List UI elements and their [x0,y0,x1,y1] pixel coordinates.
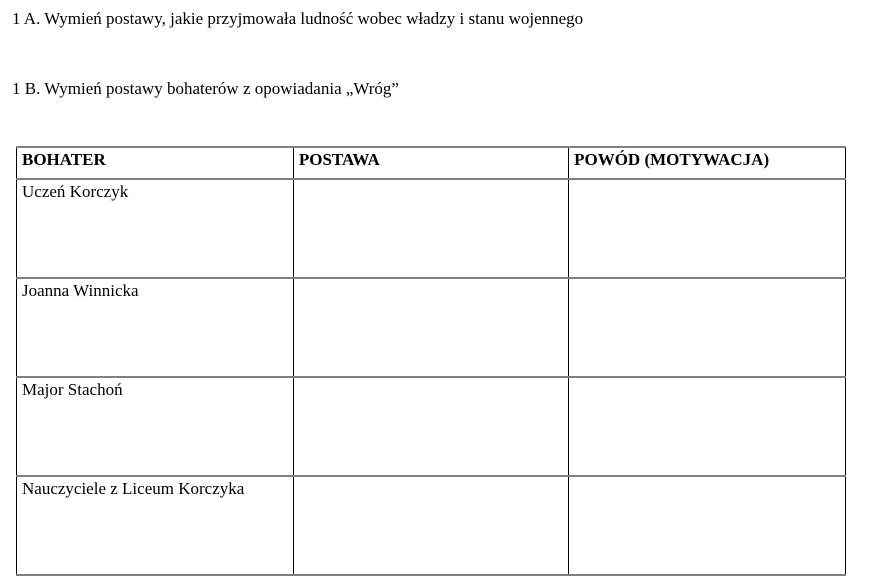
character-cell: Nauczyciele z Liceum Korczyka [17,476,294,575]
character-cell: Joanna Winnicka [17,278,294,377]
attitude-cell-empty [293,377,568,476]
header-cell-powod: POWÓD (MOTYWACJA) [569,147,846,179]
attitude-cell-empty [293,179,568,278]
reason-cell-empty [569,179,846,278]
attitude-cell-empty [293,476,568,575]
table-row [17,377,846,476]
attitude-cell-empty [293,278,568,377]
character-cell: Major Stachoń [17,377,294,476]
character-cell: Uczeń Korczyk [17,179,294,278]
header-cell-postawa: POSTAWA [293,147,568,179]
header-cell-bohater: BOHATER [17,147,294,179]
answers-table [16,146,846,576]
table-row [17,179,846,278]
table-row [17,476,846,575]
reason-cell-empty [569,278,846,377]
question-1b-text: 1 B. Wymień postawy bohaterów z opowiadania „Wróg” [12,79,399,98]
table-row [17,278,846,377]
table-header-row [17,147,846,179]
reason-cell-empty [569,377,846,476]
reason-cell-empty [569,476,846,575]
question-1a-text: 1 A. Wymień postawy, jakie przyjmowała ludność wobec władzy i stanu wojennego [12,9,584,28]
